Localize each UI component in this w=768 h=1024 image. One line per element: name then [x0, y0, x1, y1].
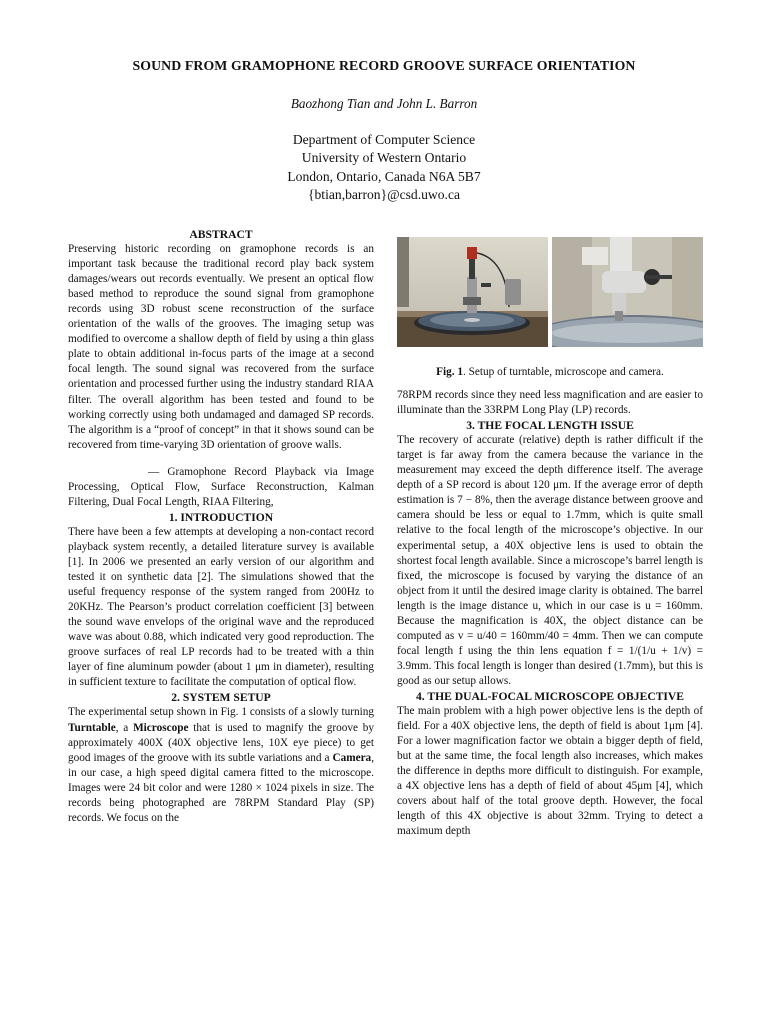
index-terms: — Gramophone Record Playback via Image Processing, Optical Flow, Surface Reconstruction, Kalman Filtering, Dual Focal Length, RIAA Filtering,	[68, 465, 374, 508]
abstract-text: Preserving historic recording on gramophone records is an important task because the traditional record play back system damages/wears out records eventually. We present an optical flow based method to reproduce the sound signal from gramophone records using 3D robust scene reconstruction of the surface orientation of the walls of the grooves. The imaging setup was modified to overcome a shallow depth of field by using a thin glass plate to obtain additional in-focus parts of the image at a second focal length. The sound signal was recovered from the surface orientation and processed further using the industry standard RIAA filter. The overall algorithm has been tested and found to be working correctly using both undamaged and damaged SP records. The algorithm is a “proof of concept” in that it shows sound can be recovered from time-varying 3D orientation of groove walls.	[68, 243, 374, 451]
turntable-photo-drawing	[397, 237, 548, 347]
microscope-closeup-photo	[552, 237, 703, 347]
left-column	[68, 227, 374, 826]
term-turntable: Turntable	[68, 721, 116, 734]
section2-continued-text: 78RPM records since they need less magnification and are easier to illuminate than the 33RPM Long Play (LP) records.	[397, 389, 703, 417]
section4-text: The main problem with a high power objective lens is the depth of field. For a 40X objective lens, the depth of field is about 1μm [4]. For a lower magnification factor we obtain a bigger depth of field, but at the same time, the focal length also increases, which makes the difference in depths more difficult to distinguish. For example, a 4X objective lens has a depth of field of about 45μm [4], which covers about half of the total groove depth. However, the focal length of this 4X objective is about 32mm. Trying to detect a maximum depth	[397, 705, 703, 838]
section1-heading: 1. INTRODUCTION	[168, 510, 274, 524]
paper-title: SOUND FROM GRAMOPHONE RECORD GROOVE SURFACE ORIENTATION	[132, 58, 636, 73]
affiliation-block	[60, 131, 708, 204]
affiliation-university: University of Western Ontario	[301, 150, 467, 166]
section3-heading: 3. THE FOCAL LENGTH ISSUE	[466, 419, 634, 433]
microscope-closeup-drawing	[552, 237, 703, 347]
section1-text: There have been a few attempts at developing a non-contact record playback system recently, a detailed literature survey is available [1]. In 2006 we presented an early version of our algorithm and tested it on synthetic data [2]. The simulations showed that the useful frequency response of the system ranged from 200Hz to 20KHz. The Pearson’s product correlation coefficient [3] between the sound wave envelops of the original wave and the reproduced wave was about 0.88, which indicated very good reproduction. The groove surfaces of real LP records had to be treated with a thin layer of fine aluminum powder (about 1 μm in diameter), resulting in sufficient texture to facilitate the computation of optical flow.	[68, 525, 374, 689]
term-microscope: Microscope	[133, 721, 189, 734]
section2-text: The experimental setup shown in Fig. 1 consists of a slowly turning Turntable, a Microscope that is used to magnify the groove by approximately 400X (40X objective lens, 10X eye piece) to get good images of the groove with its subtle variations and a Camera, in our case, a high speed digital camera fitted to the microscope. Images were 24 bit color and were 1280 × 1024 pixels in size. The records being photographed are 78RPM Standard Play (SP) records. We focus on the	[68, 706, 374, 824]
figure-label: Fig. 1	[436, 366, 463, 378]
figure-1-caption: Fig. 1. Setup of turntable, microscope and camera.	[436, 366, 664, 378]
figure-1	[397, 237, 703, 349]
paper-authors: Baozhong Tian and John L. Barron	[290, 96, 478, 111]
affiliation-address: London, Ontario, Canada N6A 5B7	[287, 168, 481, 184]
affiliation-department: Department of Computer Science	[292, 132, 476, 147]
term-camera: Camera	[332, 751, 372, 764]
affiliation-email: {btian,barron}@csd.uwo.ca	[307, 186, 461, 202]
turntable-photo	[397, 237, 548, 347]
section4-heading: 4. THE DUAL-FOCAL MICROSCOPE OBJECTIVE	[415, 689, 685, 703]
abstract-heading: ABSTRACT	[189, 228, 253, 241]
section3-text: The recovery of accurate (relative) depth is rather difficult if the target is far away from the camera because the variance in the measurement may exceed the depth difference itself. The average depth of a SP record is about 120 μm. If the average error of depth estimation is 7 − 8%, then the average distance between groove and camera should be less or equal to 1.7mm, which is quite small relative to the focal length of the microscope’s objective. In our experimental setup, a 40X objective lens is used to obtain the shortest focal length available. Since a microscope’s barrel length is fixed, the microscope is focused by varying the distance of an object from it until the desired image clarity is obtained. The barrel length is the image distance u, which in our case is u = 160mm. Because the magnification is 40X, the object distance can be computed as v = u/40 = 160mm/40 = 4mm. Then we can compute focal length f using the thin lens equation f = 1/(1/u + 1/v) = 3.9mm. This focal length is longer than desired (1.7mm), but this is good as our setup allows.	[397, 434, 703, 687]
right-column	[397, 237, 703, 839]
section2-heading: 2. SYSTEM SETUP	[171, 691, 271, 705]
